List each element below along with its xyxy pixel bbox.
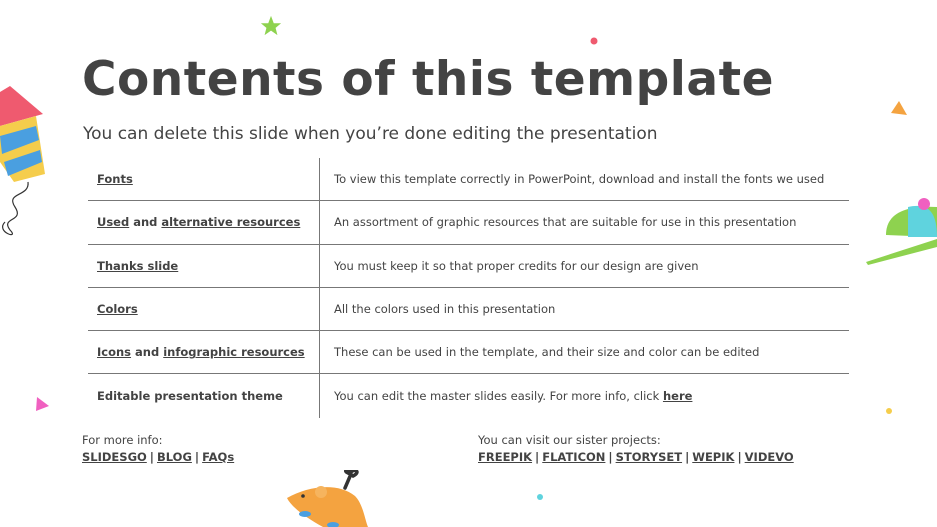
sister-projects-label: You can visit our sister projects: xyxy=(478,433,661,447)
rocket-icon xyxy=(0,82,50,242)
wepik-link[interactable]: WEPIK xyxy=(692,450,735,464)
thanks-slide-link[interactable]: Thanks slide xyxy=(97,258,179,273)
star-icon xyxy=(260,15,282,37)
label-text: Editable presentation theme xyxy=(97,389,283,404)
row-description: To view this template correctly in PowerPoint, download and install the fonts we used xyxy=(334,172,825,187)
row-label xyxy=(88,158,320,200)
row-label xyxy=(88,288,320,330)
flaticon-link[interactable]: FLATICON xyxy=(542,450,606,464)
videvo-link[interactable]: VIDEVO xyxy=(744,450,794,464)
freepik-link[interactable]: FREEPIK xyxy=(478,450,533,464)
alternative-resources-link[interactable]: alternative resources xyxy=(161,215,301,230)
label-text: and xyxy=(135,345,160,360)
colors-link[interactable]: Colors xyxy=(97,302,138,317)
row-description xyxy=(320,374,849,417)
dot-icon xyxy=(590,37,598,45)
page-subtitle: You can delete this slide when you’re done editing the presentation xyxy=(83,124,658,144)
row-label xyxy=(88,245,320,287)
storyset-link[interactable]: STORYSET xyxy=(615,450,683,464)
slidesgo-link[interactable]: SLIDESGO xyxy=(82,450,147,464)
more-info-label: For more info: xyxy=(82,433,163,447)
row-description: An assortment of graphic resources that are suitable for use in this presentation xyxy=(334,215,797,230)
table-row xyxy=(88,201,849,244)
here-link[interactable]: here xyxy=(662,389,693,404)
cap-icon xyxy=(866,195,937,265)
label-text: and xyxy=(133,215,158,230)
row-label xyxy=(88,331,320,373)
table-row xyxy=(88,288,849,331)
row-label xyxy=(88,201,320,243)
row-description: These can be used in the template, and their size and color can be edited xyxy=(334,345,760,360)
table-row xyxy=(88,158,849,201)
contents-table xyxy=(88,158,849,418)
dot-icon xyxy=(536,493,544,501)
row-description: All the colors used in this presentation xyxy=(334,302,556,317)
row-description: You must keep it so that proper credits for our design are given xyxy=(334,258,699,273)
faqs-link[interactable]: FAQs xyxy=(202,450,235,464)
footer-sister-projects: You can visit our sister projects: FREEPIK | FLATICON | STORYSET | WEPIK | VIDEVO xyxy=(478,433,794,464)
used-link[interactable]: Used xyxy=(97,215,130,230)
description-text: You can edit the master slides easily. For more info, click xyxy=(334,389,663,404)
table-row xyxy=(88,374,849,417)
toy-mouse-icon xyxy=(283,470,378,527)
icons-link[interactable]: Icons xyxy=(97,345,132,360)
table-row xyxy=(88,245,849,288)
infographic-resources-link[interactable]: infographic resources xyxy=(163,345,305,360)
triangle-icon xyxy=(890,100,908,116)
blog-link[interactable]: BLOG xyxy=(157,450,192,464)
table-row xyxy=(88,331,849,374)
dot-icon xyxy=(885,407,893,415)
row-label xyxy=(88,374,320,417)
page-title: Contents of this template xyxy=(82,52,774,107)
footer-more-info: For more info: SLIDESGO | BLOG | FAQs xyxy=(82,433,235,464)
fonts-link[interactable]: Fonts xyxy=(97,172,133,187)
triangle-icon xyxy=(33,395,51,413)
